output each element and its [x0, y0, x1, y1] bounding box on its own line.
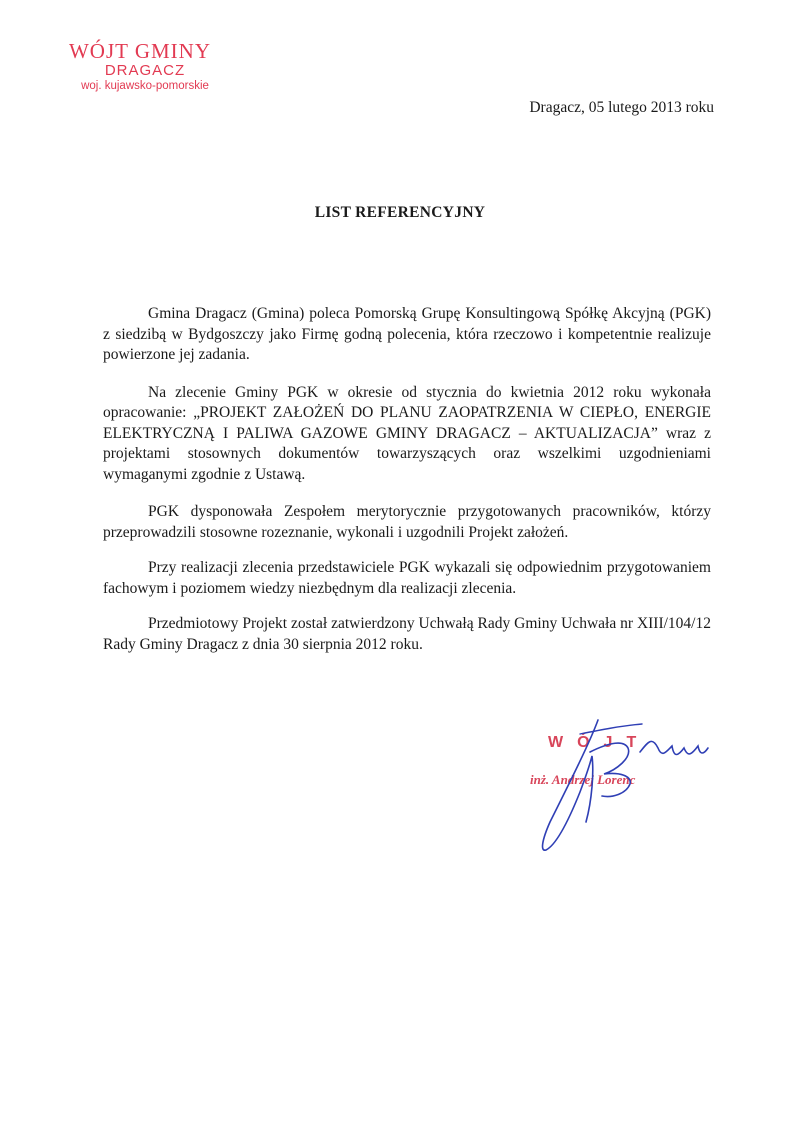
paragraph-recommendation: Gmina Dragacz (Gmina) poleca Pomorską Grupę Konsultingową Spółkę Akcyjną (PGK) z siedzibą w Bydgoszczy jako Firmę godną polecenia, która rzeczowo i kompetentnie realizuje powierzone jej zadania. [103, 305, 711, 363]
signature-stamp-title: WÓJT [548, 734, 651, 751]
paragraph-approval: Przedmiotowy Projekt został zatwierdzony Uchwałą Rady Gminy Uchwała nr XIII/104/12 Rady Gminy Dragacz z dnia 30 sierpnia 2012 roku. [103, 615, 711, 653]
signature-block [520, 712, 740, 862]
letter-date: Dragacz, 05 lutego 2013 roku [529, 99, 714, 116]
letterhead-office: WÓJT GMINY [68, 39, 212, 63]
letter-body [103, 304, 711, 672]
letterhead-voivodeship: woj. kujawsko-pomorskie [81, 80, 209, 92]
paragraph-team: PGK dysponowała Zespołem merytorycznie przygotowanych pracowników, którzy przeprowadzili stosowne rozeznanie, wykonali i uzgodnili Projekt założeń. [103, 503, 711, 541]
paragraph-project: Na zlecenie Gminy PGK w okresie od stycznia do kwietnia 2012 roku wykonała opracowanie: „PROJEKT ZAŁOŻEŃ DO PLANU ZAOPATRZENIA W CIEPŁO, ENERGIE ELEKTRYCZNĄ I PALIWA GAZOWE GMINY DRAGACZ – AKTUALIZACJA” wraz z projektami stosownych dokumentów towarzyszących oraz wszelkimi uzgodnieniami wymaganymi zgodnie z Ustawą. [103, 383, 711, 483]
letterhead-stamp [40, 40, 240, 93]
letter-title: LIST REFERENCYJNY [314, 204, 486, 221]
handwritten-signature [520, 712, 740, 862]
signature-stamp-name: inż. Andrzej Lorenc [530, 772, 636, 787]
paragraph-expertise: Przy realizacji zlecenia przedstawiciele PGK wykazali się odpowiednim przygotowaniem fachowym i poziomem wiedzy niezbędnym dla realizacji zlecenia. [103, 559, 711, 597]
letterhead-municipality: DRAGACZ [104, 62, 186, 79]
